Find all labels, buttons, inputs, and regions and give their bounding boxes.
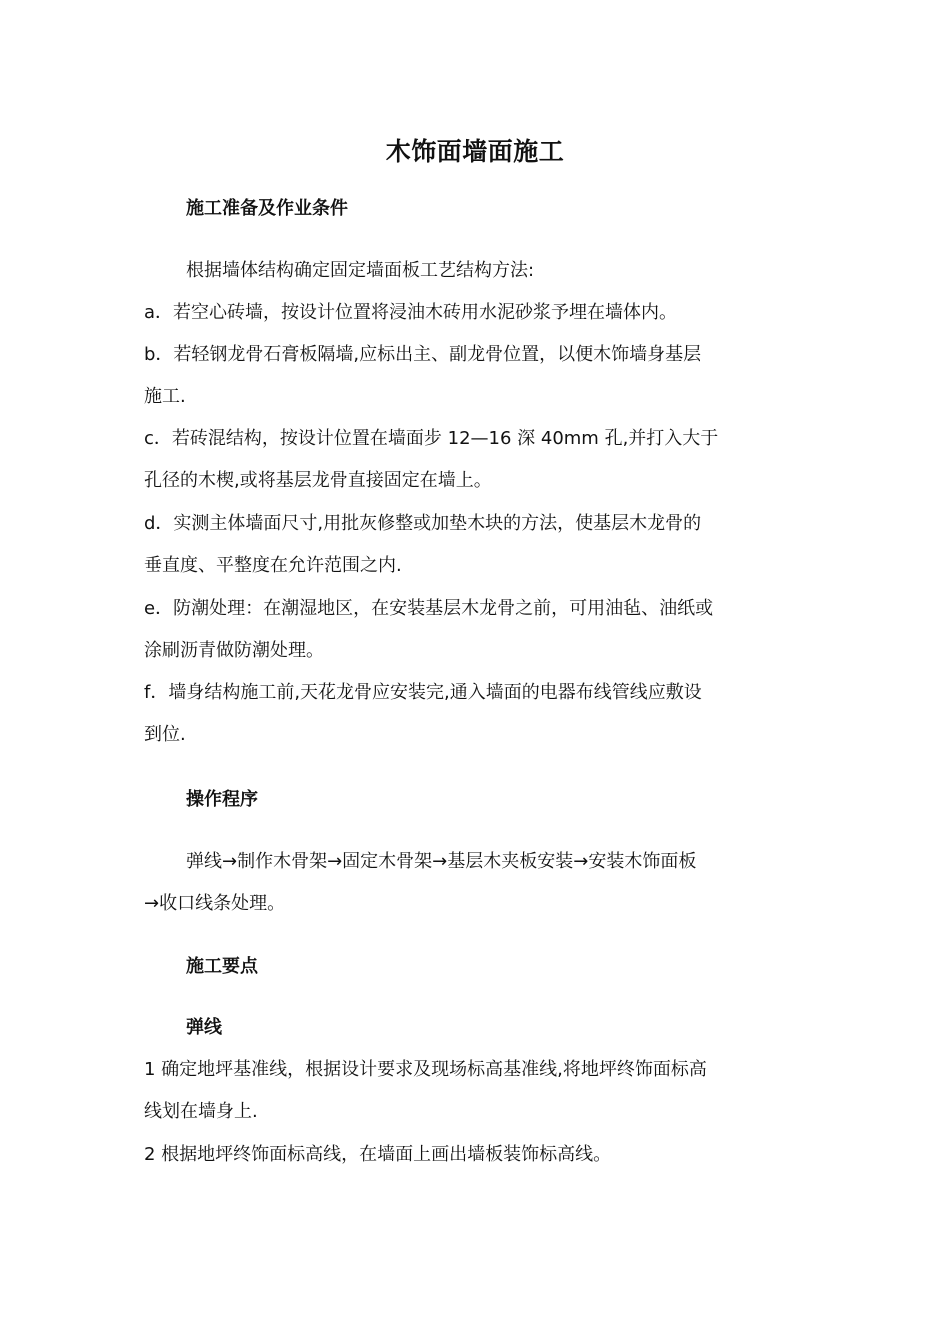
procedure-line-2: →收口线条处理。 xyxy=(144,893,286,914)
section-heading-prep: 施工准备及作业条件 xyxy=(186,198,348,219)
section-heading-points: 施工要点 xyxy=(186,956,258,977)
prep-item-f-line-2: 到位. xyxy=(144,724,186,745)
prep-item-b xyxy=(144,334,824,418)
prep-item-c-line-1: c．若砖混结构，按设计位置在墙面步 12—16 深 40mm 孔,并打入大于 xyxy=(144,428,719,449)
prep-item-e xyxy=(144,588,824,672)
prep-item-a xyxy=(144,292,824,334)
points-item-1-line-2: 线划在墙身上. xyxy=(144,1101,258,1122)
points-item-1-line-1: 1 确定地坪基准线，根据设计要求及现场标高基准线,将地坪终饰面标高 xyxy=(144,1059,707,1080)
document-title: 木饰面墙面施工 xyxy=(385,137,565,166)
section-heading-procedure: 操作程序 xyxy=(186,789,258,810)
procedure-line-1: 弹线→制作木骨架→固定木骨架→基层木夹板安装→安装木饰面板 xyxy=(186,851,697,872)
prep-item-c xyxy=(144,418,824,502)
subheading-snapline: 弹线 xyxy=(186,1017,222,1038)
prep-item-f-line-1: f．墙身结构施工前,天花龙骨应安装完,通入墙面的电器布线管线应敷设 xyxy=(144,682,702,703)
prep-intro xyxy=(186,250,826,292)
prep-item-f xyxy=(144,672,824,756)
points-item-1 xyxy=(144,1049,824,1133)
prep-item-d-line-2: 垂直度、平整度在允许范围之内. xyxy=(144,555,402,576)
prep-intro-line: 根据墙体结构确定固定墙面板工艺结构方法: xyxy=(186,260,535,281)
prep-item-a-line-1: a．若空心砖墙，按设计位置将浸油木砖用水泥砂浆予埋在墙体内。 xyxy=(144,302,678,323)
prep-item-d-line-1: d．实测主体墙面尺寸,用批灰修整或加垫木块的方法，使基层木龙骨的 xyxy=(144,513,702,534)
points-item-2-line-1: 2 根据地坪终饰面标高线，在墙面上画出墙板装饰标高线。 xyxy=(144,1144,612,1165)
prep-item-c-line-2: 孔径的木楔,或将基层龙骨直接固定在墙上。 xyxy=(144,470,492,491)
prep-item-e-line-1: e．防潮处理：在潮湿地区，在安装基层木龙骨之前，可用油毡、油纸或 xyxy=(144,598,714,619)
prep-item-b-line-1: b．若轻钢龙骨石膏板隔墙,应标出主、副龙骨位置，以便木饰墙身基层 xyxy=(144,344,702,365)
points-item-2 xyxy=(144,1134,824,1176)
procedure-text xyxy=(144,841,824,925)
prep-item-d xyxy=(144,503,824,587)
prep-item-e-line-2: 涂刷沥青做防潮处理。 xyxy=(144,640,324,661)
prep-item-b-line-2: 施工. xyxy=(144,386,186,407)
